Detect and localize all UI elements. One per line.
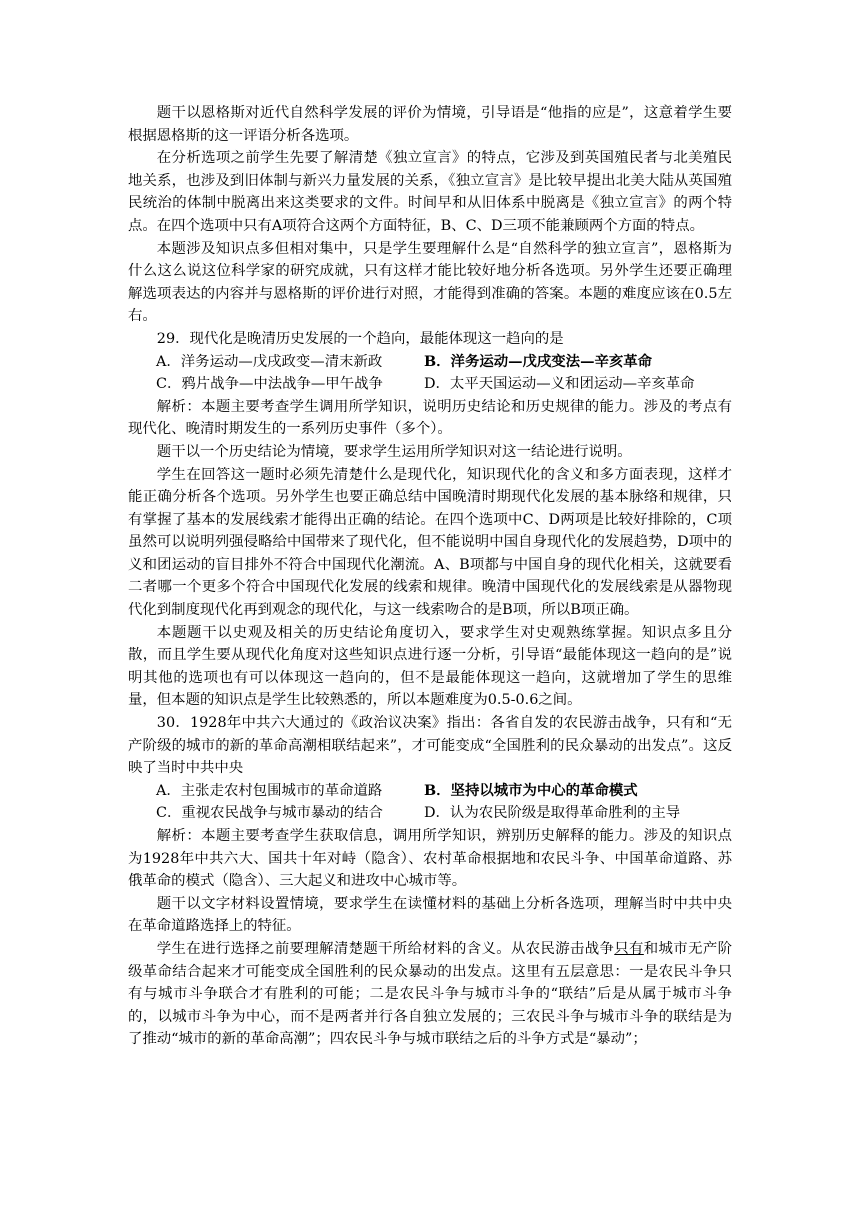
- text-run: 学生在进行选择之前要理解清楚题干所给材料的含义。从农民游击战争: [156, 940, 615, 957]
- q30-options-row-2: [128, 802, 732, 825]
- q28-analysis-paragraph: 在分析选项之前学生先要了解清楚《独立宣言》的特点，它涉及到英国殖民者与北美殖民地关系，也涉及到旧体制与新兴力量发展的关系，《独立宣言》是比较早提出北美大陆从英国殖民统治的体制中脱离出来这类要求的文件。时间早和从旧体系中脱离是《独立宣言》的两个特点。在四个选项中只有A项符合这两个方面特征，B、C、D三项不能兼顾两个方面的特点。: [128, 150, 732, 234]
- q29-analysis-paragraph: 解析：本题主要考查学生调用所学知识，说明历史结论和历史规律的能力。涉及的考点有现代化、晚清时期发生的一系列历史事件（多个）。: [128, 398, 732, 438]
- q29-options-row-2: [128, 373, 732, 396]
- q30-analysis-paragraph-last: [128, 938, 732, 1051]
- q29-analysis-paragraph: 题干以一个历史结论为情境，要求学生运用所学知识对这一结论进行说明。: [156, 443, 632, 460]
- q30-analysis-paragraph: 题干以文字材料设置情境，要求学生在读懂材料的基础上分析各选项，理解当时中共中央在革命道路选择上的特征。: [128, 895, 732, 935]
- q29-option-d: D．太平天国运动—义和团运动—辛亥革命: [424, 376, 695, 393]
- q30-analysis-paragraph: 解析：本题主要考查学生获取信息，调用所学知识，辨别历史解释的能力。涉及的知识点为1928年中共六大、国共十年对峙（隐含）、农村革命根据地和农民斗争、中国革命道路、苏俄革命的模式（隐含）、三大起义和进攻中心城市等。: [128, 828, 732, 890]
- q29-analysis-paragraph: 本题题干以史观及相关的历史结论角度切入，要求学生对史观熟练掌握。知识点多且分散，而且学生要从现代化角度对这些知识点进行逐一分析，引导语“最能体现这一趋向的是”说明其他的选项也有可以体现这一趋向的，但不是最能体现这一趋向，这就增加了学生的思维量，但本题的知识点是学生比较熟悉的，所以本题难度为0.5-0.6之间。: [128, 624, 732, 709]
- text-run: 和城市无产阶级革命结合起来才可能变成全国胜利的民众暴动的出发点。这里有五层意思：一是农民斗争只有与城市斗争联合才有胜利的可能；二是农民斗争与城市斗争的“联结”后是从属于城市斗争的，以城市斗争为中心，而不是两者并行各自独立发展的；三农民斗争与城市斗争的联结是为了推动“城市的新的革命高潮”；四农民斗争与城市联结之后的斗争方式是“暴动”；: [128, 940, 732, 1048]
- q29-option-a: A．洋务运动—戊戌政变—清末新政: [156, 353, 383, 370]
- q30-option-a: A．主张走农村包围城市的革命道路: [156, 782, 383, 799]
- document-page: [128, 102, 732, 1051]
- q29-options-row-1: [128, 351, 732, 374]
- q30-option-c: C．重视农民战争与城市暴动的结合: [156, 805, 383, 822]
- q29-analysis-paragraph: 学生在回答这一题时必须先清楚什么是现代化，知识现代化的含义和多方面表现，这样才能正确分析各个选项。另外学生也要正确总结中国晚清时期现代化发展的基本脉络和规律，只有掌握了基本的发展线索才能得出正确的结论。在四个选项中C、D两项是比较好排除的，C项虽然可以说明列强侵略给中国带来了现代化，但不能说明中国自身现代化的发展趋势，D项中的义和团运动的盲目排外不符合中国现代化潮流。A、B项都与中国自身的现代化相关，这就要看二者哪一个更多个符合中国现代化发展的线索和规律。晚清中国现代化的发展线索是从器物现代化到制度现代化再到观念的现代化，与这一线索吻合的是B项，所以B项正确。: [128, 466, 732, 619]
- q29-option-b: B．洋务运动—戊戌变法—辛亥革命: [424, 352, 653, 370]
- q29-stem: 29．现代化是晚清历史发展的一个趋向，最能体现这一趋向的是: [156, 330, 564, 347]
- q28-analysis-paragraph: 题干以恩格斯对近代自然科学发展的评价为情境，引导语是“他指的应是”，这意着学生要根据恩格斯的这一评语分析各选项。: [128, 105, 732, 144]
- q30-option-b: B．坚持以城市为中心的革命模式: [424, 781, 638, 799]
- q30-option-d: D．认为农民阶级是取得革命胜利的主导: [424, 805, 681, 822]
- underlined-text: 只有: [614, 940, 644, 957]
- q30-stem: 30．1928年中共六大通过的《政治议决案》指出：各省自发的农民游击战争，只有和“无产阶级的城市的新的革命高潮相联结起来”，才可能变成“全国胜利的民众暴动的出发点”。这反映了当时中共中央: [128, 715, 732, 777]
- q30-options-row-1: [128, 780, 732, 803]
- q29-option-c: C．鸦片战争—中法战争—甲午战争: [156, 376, 383, 393]
- q28-analysis-paragraph: 本题涉及知识点多但相对集中，只是学生要理解什么是“自然科学的独立宣言”，恩格斯为什么这么说这位科学家的研究成就，只有这样才能比较好地分析各选项。另外学生还要正确理解选项表达的内容并与恩格斯的评价进行对照，才能得到准确的答案。本题的难度应该在0.5左右。: [128, 240, 732, 325]
